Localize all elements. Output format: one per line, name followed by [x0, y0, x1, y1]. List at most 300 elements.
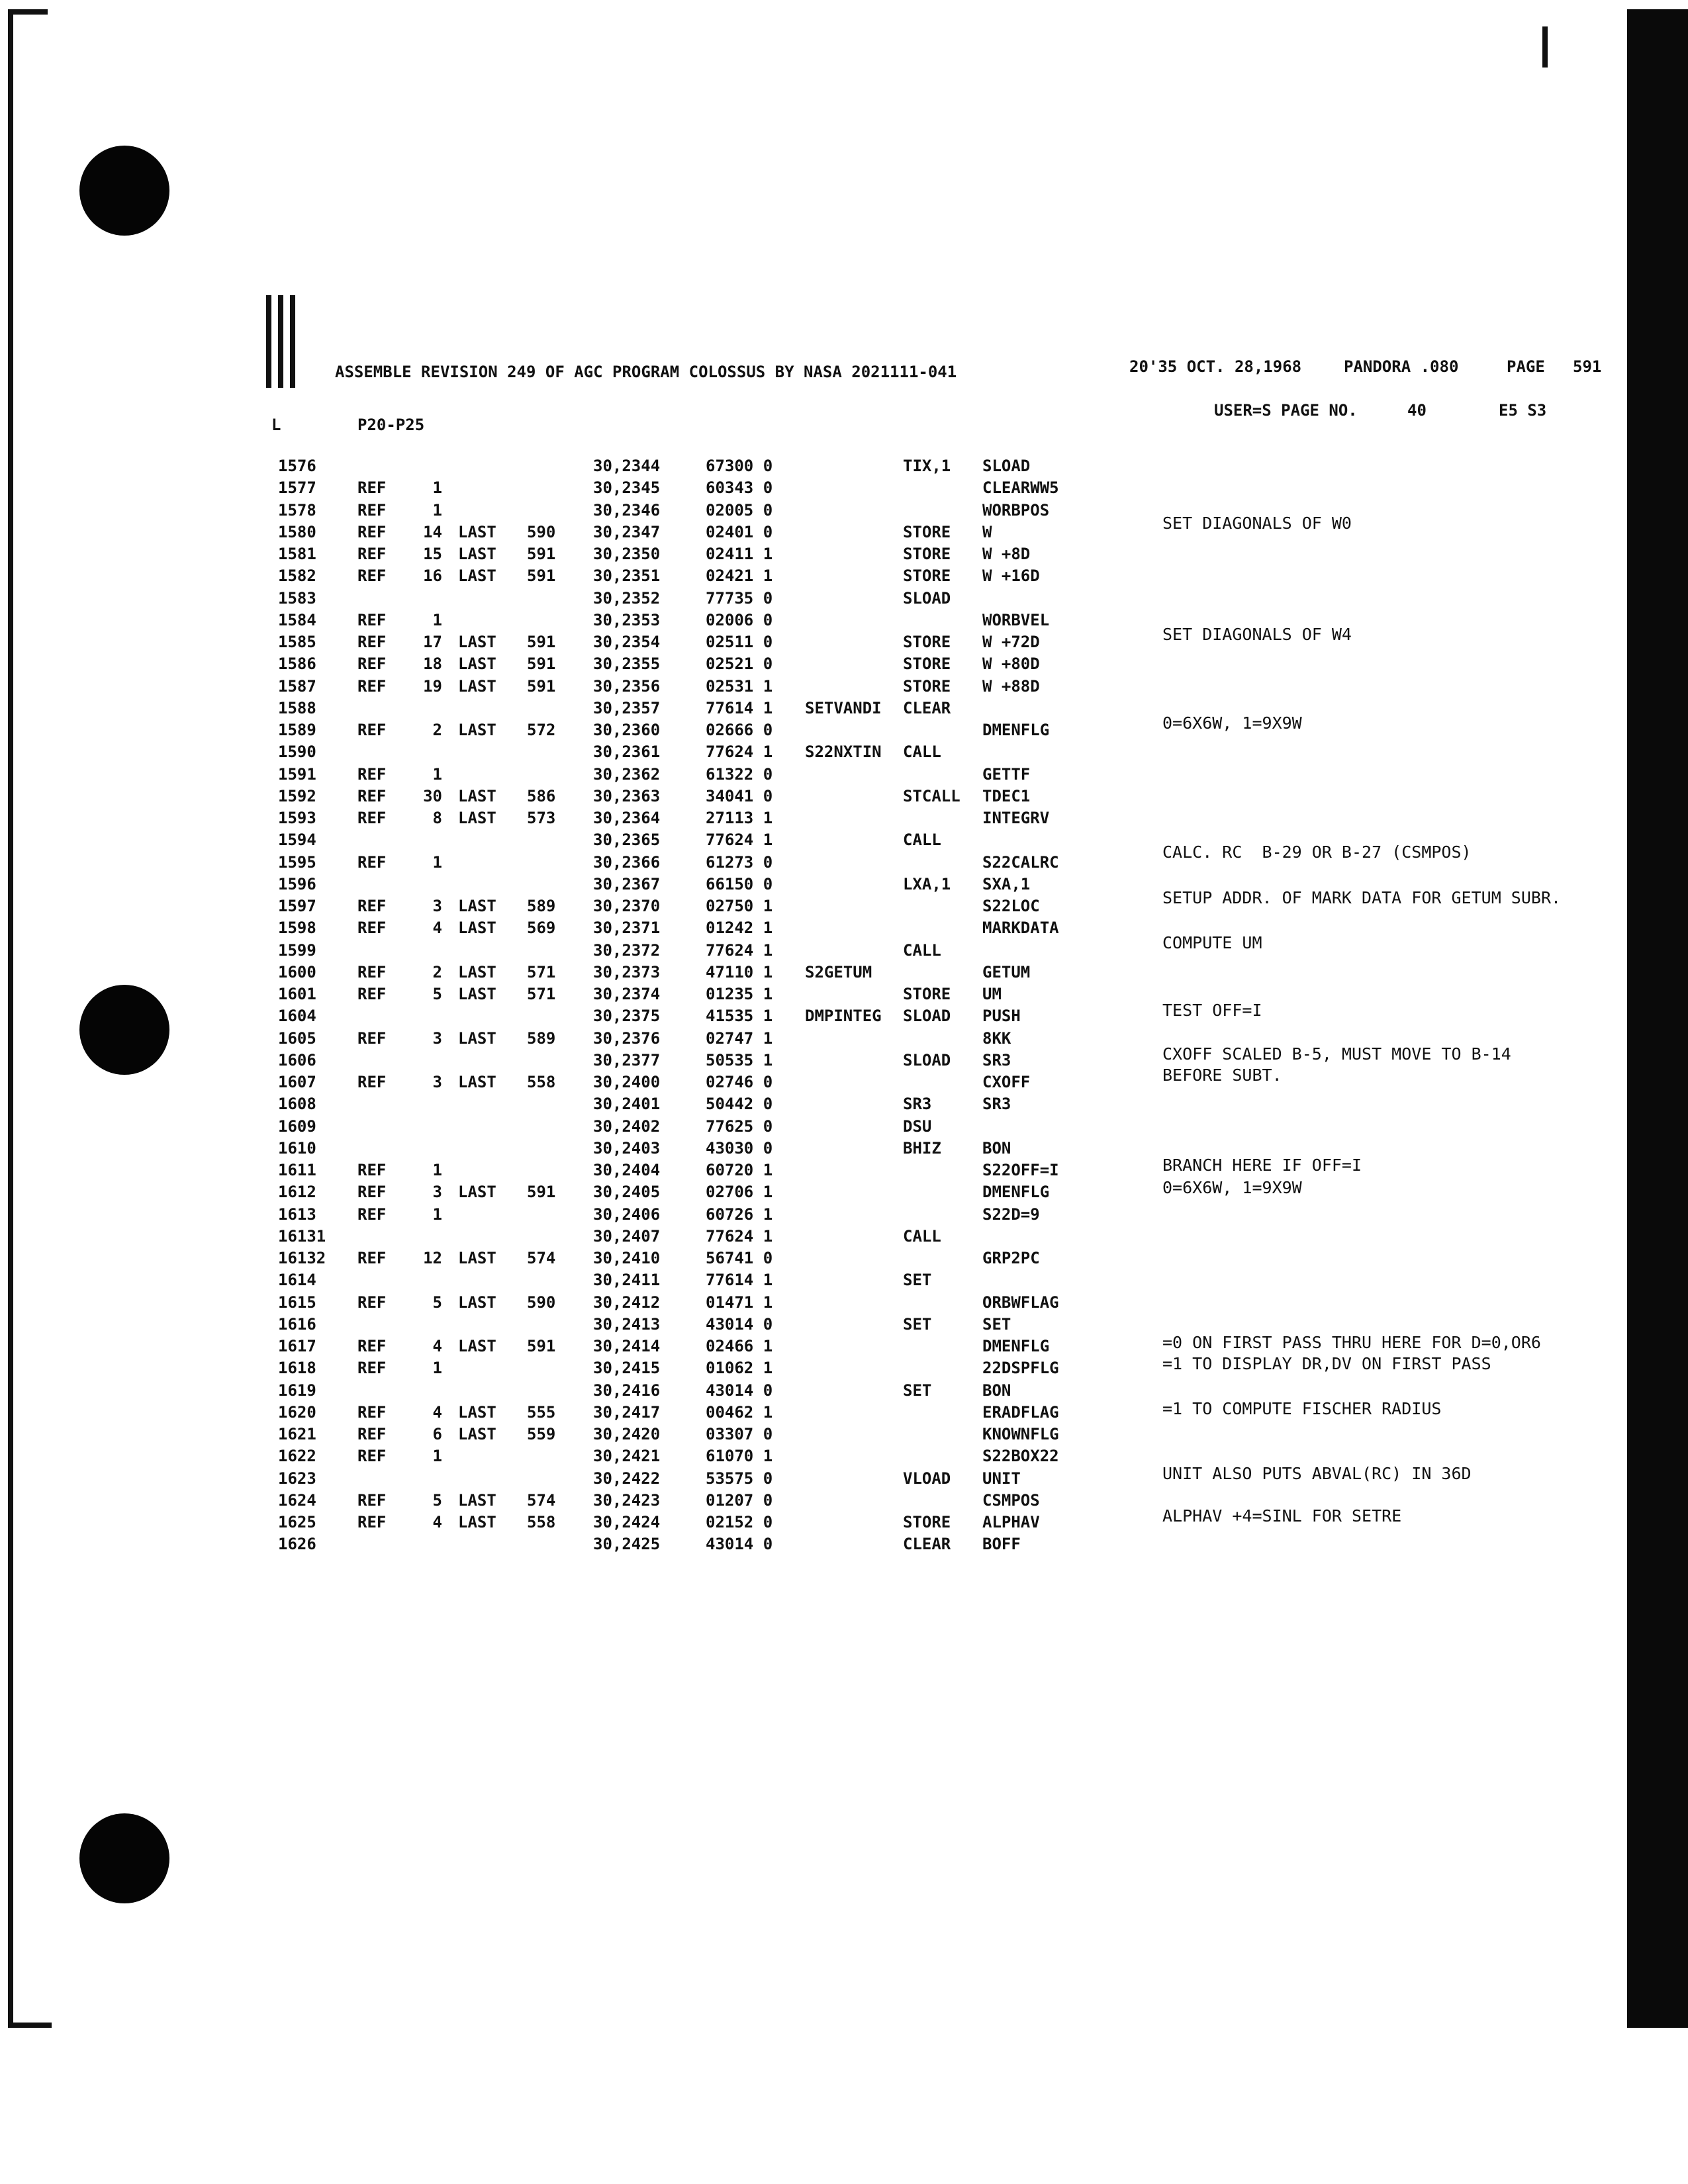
octal-word: 01235 1 — [706, 985, 773, 1003]
octal-word: 60726 1 — [706, 1205, 773, 1224]
comment: =1 TO COMPUTE FISCHER RADIUS — [1162, 1399, 1442, 1418]
ref-marker: REF — [357, 852, 387, 872]
ref-marker: REF — [357, 721, 387, 739]
octal-word: 77624 1 — [706, 1226, 773, 1246]
opcode: SLOAD — [903, 588, 951, 608]
line-number: 1593 — [278, 809, 316, 827]
comment: SET DIAGONALS OF W4 — [1162, 625, 1352, 644]
last-page: 586 — [527, 786, 556, 805]
operand: SR3 — [982, 1095, 1011, 1114]
page-number: 591 — [1573, 357, 1602, 376]
octal-word: 02152 0 — [706, 1513, 773, 1531]
opcode: SLOAD — [903, 1050, 951, 1069]
last-page: 571 — [527, 962, 556, 981]
octal-word: 01062 1 — [706, 1359, 773, 1378]
address: 30,2423 — [593, 1490, 661, 1510]
octal-word: 02511 0 — [706, 633, 773, 651]
opcode: STORE — [903, 655, 951, 674]
line-number: 1598 — [278, 919, 316, 938]
line-number: 1601 — [278, 985, 316, 1003]
address: 30,2356 — [593, 676, 661, 696]
operand: KNOWNFLG — [982, 1425, 1059, 1443]
last-page: 569 — [527, 919, 556, 938]
octal-word: 50442 0 — [706, 1095, 773, 1114]
address: 30,2364 — [593, 809, 661, 827]
operand: SET — [982, 1314, 1011, 1334]
last-marker: LAST — [458, 1028, 496, 1048]
line-number: 1613 — [278, 1205, 316, 1224]
octal-word: 34041 0 — [706, 786, 773, 805]
ref-marker: REF — [357, 786, 387, 805]
address: 30,2370 — [593, 897, 661, 915]
last-page: 591 — [527, 567, 556, 586]
octal-word: 77735 0 — [706, 588, 773, 608]
ref-marker: REF — [357, 1028, 387, 1048]
operand: BON — [982, 1381, 1011, 1400]
address: 30,2351 — [593, 567, 661, 586]
operand: GETTF — [982, 764, 1031, 784]
operand: W +16D — [982, 567, 1040, 586]
ref-count: 19 — [423, 676, 442, 696]
opcode: STORE — [903, 633, 951, 651]
listing-row — [0, 1007, 1589, 1028]
address: 30,2360 — [593, 721, 661, 739]
last-page: 559 — [527, 1425, 556, 1443]
operand: W +72D — [982, 633, 1040, 651]
opcode: TIX,1 — [903, 457, 951, 475]
address: 30,2420 — [593, 1425, 661, 1443]
address: 30,2424 — [593, 1513, 661, 1531]
octal-word: 47110 1 — [706, 962, 773, 981]
address: 30,2401 — [593, 1095, 661, 1114]
operand: BON — [982, 1138, 1011, 1158]
listing-row — [0, 787, 1589, 809]
address: 30,2405 — [593, 1183, 661, 1202]
last-marker: LAST — [458, 1490, 496, 1510]
listing-row — [0, 478, 1589, 500]
binder-frame-bottom — [8, 2023, 52, 2028]
octal-word: 53575 0 — [706, 1469, 773, 1488]
last-page: 574 — [527, 1490, 556, 1510]
ref-marker: REF — [357, 897, 387, 915]
address: 30,2346 — [593, 500, 661, 520]
line-number: 1600 — [278, 962, 316, 981]
ref-count: 5 — [432, 985, 442, 1003]
ref-marker: REF — [357, 1205, 387, 1224]
operand: MARKDATA — [982, 919, 1059, 938]
listing-row — [0, 721, 1589, 743]
ref-marker: REF — [357, 610, 387, 629]
last-marker: LAST — [458, 545, 496, 563]
scan-mark — [1542, 26, 1548, 68]
operand: S22CALRC — [982, 852, 1059, 872]
comment: 0=6X6W, 1=9X9W — [1162, 1178, 1302, 1197]
address: 30,2366 — [593, 852, 661, 872]
listing-row — [0, 545, 1589, 567]
opcode: SET — [903, 1381, 932, 1400]
address: 30,2375 — [593, 1007, 661, 1026]
ref-marker: REF — [357, 809, 387, 827]
last-page: 591 — [527, 633, 556, 651]
line-number: 1617 — [278, 1337, 316, 1355]
address: 30,2416 — [593, 1381, 661, 1400]
punch-hole — [79, 1813, 169, 1903]
operand: S22OFF=I — [982, 1161, 1059, 1179]
opcode: STORE — [903, 567, 951, 586]
last-marker: LAST — [458, 522, 496, 541]
ref-marker: REF — [357, 962, 387, 981]
listing-code: E5 S3 — [1499, 401, 1547, 420]
listing-row — [0, 809, 1589, 831]
comment: CXOFF SCALED B-5, MUST MOVE TO B-14 — [1162, 1044, 1511, 1064]
octal-word: 61273 0 — [706, 852, 773, 872]
listing-row — [0, 985, 1589, 1007]
listing-row — [0, 765, 1589, 787]
octal-word: 02747 1 — [706, 1028, 773, 1048]
listing-row — [0, 1095, 1589, 1116]
address: 30,2406 — [593, 1205, 661, 1224]
ref-count: 1 — [432, 1359, 442, 1378]
octal-word: 77624 1 — [706, 940, 773, 960]
ref-count: 14 — [423, 522, 442, 541]
address: 30,2421 — [593, 1447, 661, 1466]
ref-count: 1 — [432, 610, 442, 629]
line-number: 1619 — [278, 1381, 316, 1400]
last-page: 555 — [527, 1402, 556, 1422]
listing-row — [0, 1117, 1589, 1139]
comment: COMPUTE UM — [1162, 933, 1262, 952]
opcode: LXA,1 — [903, 874, 951, 893]
listing-row — [0, 589, 1589, 611]
line-number: 1616 — [278, 1314, 316, 1334]
ref-marker: REF — [357, 676, 387, 696]
comment: =0 ON FIRST PASS THRU HERE FOR D=0,OR6 — [1162, 1333, 1541, 1352]
operand: 8KK — [982, 1028, 1011, 1048]
address: 30,2352 — [593, 588, 661, 608]
punch-hole — [79, 146, 169, 236]
opcode: CALL — [903, 743, 941, 762]
last-marker: LAST — [458, 633, 496, 651]
opcode: STCALL — [903, 786, 961, 805]
listing-row — [0, 743, 1589, 764]
last-marker: LAST — [458, 1425, 496, 1443]
address: 30,2355 — [593, 655, 661, 674]
address: 30,2415 — [593, 1359, 661, 1378]
ref-count: 17 — [423, 633, 442, 651]
ref-count: 12 — [423, 1249, 442, 1267]
opcode: SLOAD — [903, 1007, 951, 1026]
opcode: SET — [903, 1271, 932, 1290]
ref-marker: REF — [357, 1447, 387, 1466]
line-number: 1581 — [278, 545, 316, 563]
ref-marker: REF — [357, 567, 387, 586]
octal-word: 50535 1 — [706, 1050, 773, 1069]
ref-marker: REF — [357, 545, 387, 563]
operand: S22LOC — [982, 897, 1040, 915]
comment: BEFORE SUBT. — [1162, 1066, 1282, 1085]
ref-count: 1 — [432, 478, 442, 498]
address: 30,2371 — [593, 919, 661, 938]
line-number: 16132 — [278, 1249, 326, 1267]
ref-count: 5 — [432, 1293, 442, 1312]
opcode: DSU — [903, 1116, 932, 1136]
octal-word: 02006 0 — [706, 610, 773, 629]
last-page: 591 — [527, 1183, 556, 1202]
ref-marker: REF — [357, 764, 387, 784]
listing-row — [0, 567, 1589, 588]
address: 30,2414 — [593, 1337, 661, 1355]
user-page-label: USER=S PAGE NO. — [1214, 401, 1358, 420]
octal-word: 02411 1 — [706, 545, 773, 563]
ref-marker: REF — [357, 1249, 387, 1267]
operand: CLEARWW5 — [982, 478, 1059, 498]
label: S22NXTIN — [805, 743, 882, 762]
operand: GETUM — [982, 962, 1031, 981]
line-number: 1611 — [278, 1161, 316, 1179]
operand: ERADFLAG — [982, 1402, 1059, 1422]
line-number: 1587 — [278, 676, 316, 696]
operand: CSMPOS — [982, 1490, 1040, 1510]
address: 30,2404 — [593, 1161, 661, 1179]
address: 30,2377 — [593, 1050, 661, 1069]
opcode: CLEAR — [903, 698, 951, 717]
ref-marker: REF — [357, 633, 387, 651]
opcode: STORE — [903, 545, 951, 563]
operand: SR3 — [982, 1050, 1011, 1069]
binder-frame-top — [8, 9, 48, 15]
line-number: 1576 — [278, 457, 316, 475]
address: 30,2403 — [593, 1138, 661, 1158]
ref-marker: REF — [357, 919, 387, 938]
octal-word: 67300 0 — [706, 457, 773, 475]
operand: ALPHAV — [982, 1513, 1040, 1531]
opcode: CLEAR — [903, 1535, 951, 1554]
line-number: 1591 — [278, 764, 316, 784]
opcode: CALL — [903, 831, 941, 850]
listing-row — [0, 1183, 1589, 1205]
line-number: 1594 — [278, 831, 316, 850]
address: 30,2400 — [593, 1073, 661, 1091]
last-marker: LAST — [458, 1293, 496, 1312]
operand: W +88D — [982, 676, 1040, 696]
opcode: BHIZ — [903, 1138, 941, 1158]
listing-row — [0, 677, 1589, 699]
ref-count: 1 — [432, 1161, 442, 1179]
listing-row — [0, 1271, 1589, 1293]
opcode: SET — [903, 1314, 932, 1334]
octal-word: 77624 1 — [706, 831, 773, 850]
octal-word: 43014 0 — [706, 1535, 773, 1554]
last-marker: LAST — [458, 1249, 496, 1267]
octal-word: 02521 0 — [706, 655, 773, 674]
listing-mark: L — [271, 416, 281, 434]
line-number: 1590 — [278, 743, 316, 762]
octal-word: 41535 1 — [706, 1007, 773, 1026]
last-marker: LAST — [458, 897, 496, 915]
ref-count: 4 — [432, 1337, 442, 1355]
listing-row — [0, 457, 1589, 478]
address: 30,2412 — [593, 1293, 661, 1312]
octal-word: 01471 1 — [706, 1293, 773, 1312]
scan-edge-bar — [1627, 9, 1688, 2028]
octal-word: 43030 0 — [706, 1138, 773, 1158]
address: 30,2373 — [593, 962, 661, 981]
line-number: 1623 — [278, 1469, 316, 1488]
line-number: 1585 — [278, 633, 316, 651]
line-number: 1609 — [278, 1116, 316, 1136]
octal-word: 77614 1 — [706, 1271, 773, 1290]
last-marker: LAST — [458, 985, 496, 1003]
comment: =1 TO DISPLAY DR,DV ON FIRST PASS — [1162, 1354, 1491, 1373]
last-marker: LAST — [458, 809, 496, 827]
ref-marker: REF — [357, 522, 387, 541]
octal-word: 61070 1 — [706, 1447, 773, 1466]
line-number: 1614 — [278, 1271, 316, 1290]
last-page: 574 — [527, 1249, 556, 1267]
label: DMPINTEG — [805, 1007, 882, 1026]
listing-row — [0, 941, 1589, 963]
line-number: 1612 — [278, 1183, 316, 1202]
address: 30,2362 — [593, 764, 661, 784]
line-number: 1588 — [278, 698, 316, 717]
line-number: 1605 — [278, 1028, 316, 1048]
last-page: 573 — [527, 809, 556, 827]
listing-row — [0, 1073, 1589, 1095]
ref-marker: REF — [357, 1337, 387, 1355]
octal-word: 02005 0 — [706, 500, 773, 520]
line-number: 1604 — [278, 1007, 316, 1026]
operand: W — [982, 522, 992, 541]
listing-row — [0, 1293, 1589, 1315]
address: 30,2354 — [593, 633, 661, 651]
ref-count: 4 — [432, 1513, 442, 1531]
ref-marker: REF — [357, 1513, 387, 1531]
octal-word: 77624 1 — [706, 743, 773, 762]
last-page: 591 — [527, 545, 556, 563]
last-marker: LAST — [458, 1183, 496, 1202]
ref-count: 15 — [423, 545, 442, 563]
line-number: 1597 — [278, 897, 316, 915]
opcode: CALL — [903, 940, 941, 960]
address: 30,2425 — [593, 1535, 661, 1554]
line-number: 1582 — [278, 567, 316, 586]
line-number: 1577 — [278, 478, 316, 498]
octal-word: 02401 0 — [706, 522, 773, 541]
address: 30,2376 — [593, 1028, 661, 1048]
operand: BOFF — [982, 1535, 1021, 1554]
line-number: 1621 — [278, 1425, 316, 1443]
ref-marker: REF — [357, 1402, 387, 1422]
address: 30,2361 — [593, 743, 661, 762]
user-page-number: 40 — [1407, 401, 1427, 420]
address: 30,2413 — [593, 1314, 661, 1334]
listing-row — [0, 1227, 1589, 1249]
operand: W +80D — [982, 655, 1040, 674]
last-marker: LAST — [458, 567, 496, 586]
ref-marker: REF — [357, 478, 387, 498]
line-number: 1608 — [278, 1095, 316, 1114]
operand: UNIT — [982, 1469, 1021, 1488]
ref-count: 6 — [432, 1425, 442, 1443]
ref-count: 2 — [432, 962, 442, 981]
listing-row — [0, 1205, 1589, 1227]
line-number: 1607 — [278, 1073, 316, 1091]
operand: SXA,1 — [982, 874, 1031, 893]
octal-word: 02746 0 — [706, 1073, 773, 1091]
comment: TEST OFF=I — [1162, 1001, 1262, 1020]
operand: 22DSPFLG — [982, 1359, 1059, 1378]
address: 30,2422 — [593, 1469, 661, 1488]
octal-word: 61322 0 — [706, 764, 773, 784]
ref-count: 1 — [432, 1447, 442, 1466]
octal-word: 02666 0 — [706, 721, 773, 739]
listing-row — [0, 919, 1589, 940]
opcode: STORE — [903, 985, 951, 1003]
operand: CXOFF — [982, 1073, 1031, 1091]
line-number: 1595 — [278, 852, 316, 872]
line-number: 1599 — [278, 940, 316, 960]
line-number: 1592 — [278, 786, 316, 805]
last-page: 572 — [527, 721, 556, 739]
octal-word: 00462 1 — [706, 1402, 773, 1422]
listing-row — [0, 963, 1589, 985]
comment: SET DIAGONALS OF W0 — [1162, 514, 1352, 533]
line-number: 1584 — [278, 610, 316, 629]
label: SETVANDI — [805, 698, 882, 717]
ref-count: 1 — [432, 500, 442, 520]
opcode: CALL — [903, 1226, 941, 1246]
ref-count: 1 — [432, 764, 442, 784]
octal-word: 77614 1 — [706, 698, 773, 717]
ref-marker: REF — [357, 655, 387, 674]
ref-count: 16 — [423, 567, 442, 586]
last-marker: LAST — [458, 1402, 496, 1422]
octal-word: 60343 0 — [706, 478, 773, 498]
last-page: 591 — [527, 1337, 556, 1355]
address: 30,2357 — [593, 698, 661, 717]
ref-count: 8 — [432, 809, 442, 827]
opcode: SR3 — [903, 1095, 932, 1114]
address: 30,2402 — [593, 1116, 661, 1136]
ref-count: 4 — [432, 919, 442, 938]
octal-word: 01242 1 — [706, 919, 773, 938]
last-page: 558 — [527, 1073, 556, 1091]
line-number: 1618 — [278, 1359, 316, 1378]
last-page: 591 — [527, 655, 556, 674]
listing-row — [0, 1425, 1589, 1447]
octal-word: 43014 0 — [706, 1314, 773, 1334]
ref-count: 3 — [432, 1073, 442, 1091]
address: 30,2407 — [593, 1226, 661, 1246]
address: 30,2350 — [593, 545, 661, 563]
ref-count: 3 — [432, 1183, 442, 1202]
operand: DMENFLG — [982, 1337, 1050, 1355]
octal-word: 02750 1 — [706, 897, 773, 915]
ref-marker: REF — [357, 985, 387, 1003]
address: 30,2411 — [593, 1271, 661, 1290]
address: 30,2372 — [593, 940, 661, 960]
comment: 0=6X6W, 1=9X9W — [1162, 713, 1302, 733]
line-number: 1586 — [278, 655, 316, 674]
ref-count: 4 — [432, 1402, 442, 1422]
octal-word: 27113 1 — [706, 809, 773, 827]
comment: ALPHAV +4=SINL FOR SETRE — [1162, 1506, 1402, 1525]
address: 30,2347 — [593, 522, 661, 541]
operand: W +8D — [982, 545, 1031, 563]
address: 30,2345 — [593, 478, 661, 498]
operand: S22D=9 — [982, 1205, 1040, 1224]
address: 30,2417 — [593, 1402, 661, 1422]
